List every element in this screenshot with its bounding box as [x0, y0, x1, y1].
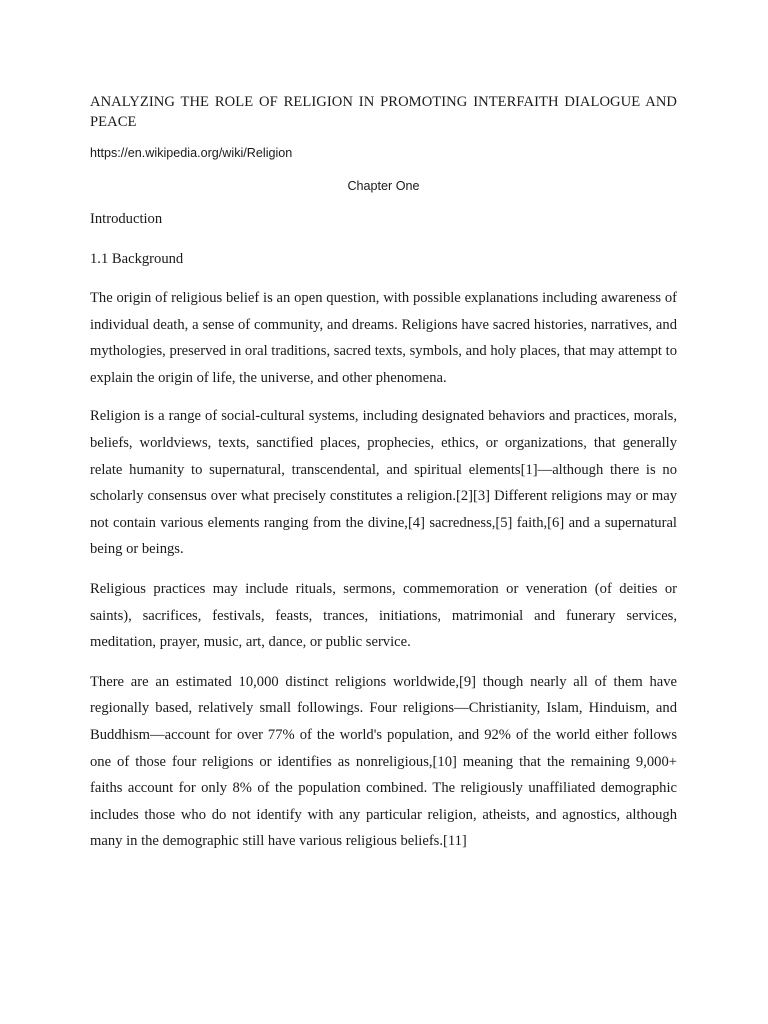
chapter-heading: Chapter One [347, 179, 420, 193]
body-paragraph: Religious practices may include rituals, sermons, commemoration or veneration (of deities or saints), sacrifices, festivals, feasts, trances, initiations, matrimonial and funerary services, meditation, prayer, music, art, dance, or public service. [90, 580, 677, 651]
body-paragraph: Religion is a range of social-cultural systems, including designated behaviors and practices, morals, beliefs, worldviews, texts, sanctified places, prophecies, ethics, or organizations, that generally relate humanity to supernatural, transcendental, and spiritual elements[1]—although there is no scholarly consensus over what precisely constitutes a religion.[2][3] Different religions may or may not contain various elements ranging from the divine,[4] sacredness,[5] faith,[6] and a supernatural being or beings. [90, 408, 677, 558]
introduction-heading: Introduction [90, 211, 163, 227]
section-heading: 1.1 Background [90, 251, 184, 267]
document-title: ANALYZING THE ROLE OF RELIGION IN PROMOTING INTERFAITH DIALOGUE AND PEACE [90, 94, 677, 130]
body-paragraph: There are an estimated 10,000 distinct religions worldwide,[9] though nearly all of them have regionally based, relatively small followings. Four religions—Christianity, Islam, Hinduism, and Buddhism—account for over 77% of the world's population, and 92% of the world either follows one of those four religions or identifies as nonreligious,[10] meaning that the remaining 9,000+ faiths account for only 8% of the population combined. The religiously unaffiliated demographic includes those who do not identify with any particular religion, atheists, and agnostics, although many in the demographic still have various religious beliefs.[11] [90, 673, 677, 850]
body-paragraph: The origin of religious belief is an open question, with possible explanations including awareness of individual death, a sense of community, and dreams. Religions have sacred histories, narratives, and mythologies, preserved in oral traditions, sacred texts, symbols, and holy places, that may attempt to explain the origin of life, the universe, and other phenomena. [90, 290, 677, 386]
document-body [90, 92, 677, 855]
source-url: https://en.wikipedia.org/wiki/Religion [90, 146, 293, 160]
